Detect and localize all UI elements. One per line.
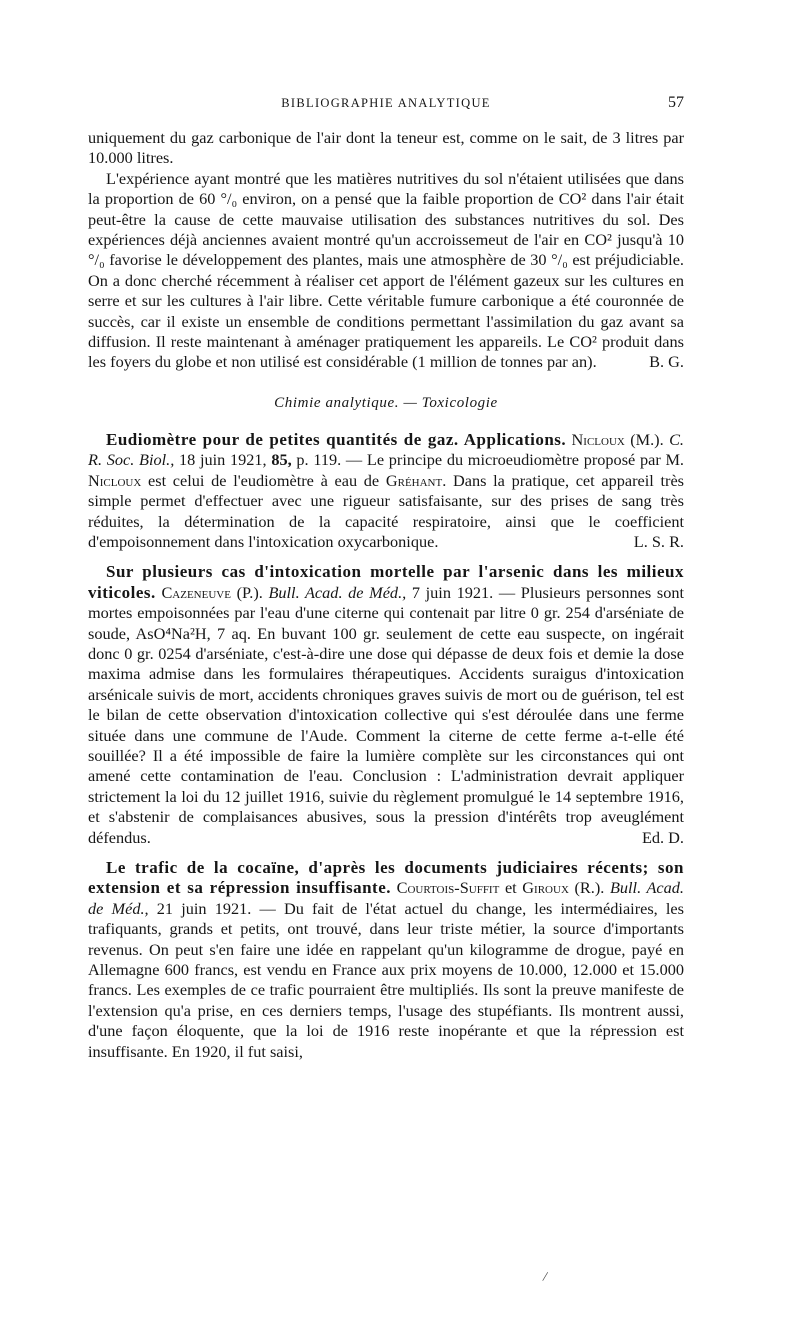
entry-author: Cazeneuve (P.).	[161, 582, 263, 602]
section-title: Chimie analytique. — Toxicologie	[274, 394, 498, 411]
entry-author: Nicloux (M.).	[571, 429, 664, 449]
entry-author-join: et	[504, 878, 517, 898]
entry-author: Giroux (R.).	[522, 878, 605, 898]
entry-author: Courtois-Suffit	[396, 878, 500, 898]
intro-paragraph-text: L'expérience ayant montré que les matières nutritives du sol n'étaient utilisées que dans la proportion de 60 °/₀ environ, on a pensé que la faible proportion de CO² dans l'air était peut-être la cause de cette mauvaise utilisation des substances nutritives du sol. Des expériences déjà anciennes avaient montré qu'un accroissemeut de l'air en CO² jusqu'à 10 °/₀ favorise le développement des plantes, mais une atmosphère de 30 °/₀ est préjudiciable. On a donc cherché récemment à réaliser cet apport de l'élément gazeux sur les cultures en serre et sur les cultures à l'air libre. Cette véritable fumure carbonique a été couronnée de succès, car il existe un ensemble de conditions permettant l'assimilation du gaz avant sa diffusion. Il reste maintenant à aménager pratiquement les appareils. Le CO² produit dans les foyers du globe et non utilisé est considérable (1 million de tonnes par an).	[88, 168, 684, 372]
entry-text: — Plusieurs personnes sont mortes empoisonnées par l'eau d'une citerne qui contenait par litre 0 gr. 254 d'arséniate de soude, AsO⁴Na²H, 7 aq. En buvant 100 gr. seulement de cette eau suspecte, on ingérait donc 0 gr. 0254 d'arséniate, c'est-à-dire une dose qui dépasse de deux fois et demie la dose maxima admise dans les formulaires thérapeutiques. Accidents suraigus d'intoxication arsénicale suivis de mort, accidents chroniques graves suivis de mort ou de guérison, tel est le bilan de cette observation d'intoxication collective qui s'est déroulée dans une ferme située dans une commune de l'Aude. Comment la citerne de cette ferme a-t-elle été souillée? Il a été impossible de faire la lumière complète sur les circonstances qui ont amené cette contamination de l'eau. Conclusion : L'administration devrait appliquer strictement la loi du 12 juillet 1916, suivie du règlement promulgué le 14 septembre 1916, et s'abstenir de complaisances abusives, sous la pression d'intérêts trop aveuglément défendus.	[88, 582, 684, 847]
page-number: 57	[668, 94, 684, 111]
entry-cocaine	[88, 858, 684, 1062]
entry-source: Bull. Acad. de Méd.,	[88, 878, 684, 918]
page-body	[88, 128, 684, 1062]
entry-volume: 85,	[271, 450, 292, 470]
entry-source: C. R. Soc. Biol.,	[88, 429, 684, 470]
intro-signature: B. G.	[649, 352, 684, 372]
entry-source: Bull. Acad. de Méd.,	[268, 582, 407, 602]
entry-title: Sur plusieurs cas d'intoxication mortelle par l'arsenic dans les milieux viticoles.	[88, 562, 684, 602]
entry-text: — Du fait de l'état actuel du change, les intermédiaires, les trafiquants, grands et petits, ont trouvé, dans leur triste métier, la source d'importants revenus. On peut s'en faire une idée en rappelant qu'un kilogramme de drogue, payé en Allemagne 600 francs, est vendu en France aux prix moyens de 10.000, 12.000 et 15.000 francs. Les exemples de ce trafic pourraient être multipliés. Ils sont la preuve manifeste de l'extension qu'a prise, en ces derniers temps, l'usage des stupéfiants. Ils montrent aussi, d'une façon éloquente, que la loi de 1916 reste inopérante et que la répression est insuffisante. En 1920, il fut saisi,	[88, 898, 684, 1061]
entry-title: Eudiomètre pour de petites quantités de gaz. Applications.	[106, 429, 567, 449]
entry-text: Dans la pratique, cet appareil très simple permet d'effectuer avec une rigueur satisfaisante, sur des prises de sang très réduites, la détermination de la capacité respiratoire, ainsi que le coefficient d'empoisonnement dans l'intoxication oxycarbonique.	[88, 470, 685, 551]
entry-author-ref: Gréhant.	[385, 470, 447, 490]
stray-pen-mark: /	[541, 1269, 549, 1286]
entry-author-ref: Nicloux	[88, 470, 142, 490]
entry-signature: Ed. D.	[641, 827, 684, 847]
page-header	[88, 94, 684, 116]
entry-pages: p. 119.	[296, 450, 342, 470]
running-head: BIBLIOGRAPHIE ANALYTIQUE	[281, 96, 491, 110]
entry-date: 18 juin 1921,	[178, 450, 267, 470]
entry-date: 7 juin 1921.	[411, 582, 494, 602]
entry-date: 21 juin 1921.	[156, 898, 252, 918]
entry-text: est celui de l'eudiomètre à eau de	[148, 470, 380, 490]
entry-signature: L. S. R.	[633, 531, 684, 551]
intro-continuation: uniquement du gaz carbonique de l'air dont la teneur est, comme on le sait, de 3 litres par 10.000 litres.	[88, 128, 684, 168]
entry-eudiometre	[88, 430, 684, 552]
entry-text: — Le principe du microeudiomètre proposé par M.	[345, 450, 684, 470]
entry-title: Le trafic de la cocaïne, d'après les documents judiciaires récents; son extension et sa répression insuffisante.	[88, 858, 684, 898]
intro-paragraph	[88, 169, 684, 373]
entry-arsenic	[88, 562, 684, 848]
